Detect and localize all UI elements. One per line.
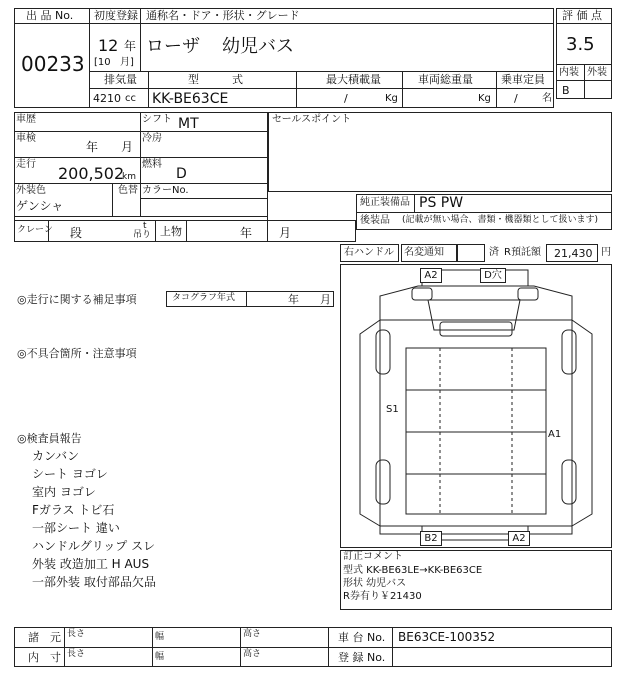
km-unit: km xyxy=(122,172,136,182)
inspector-item: 一部外装 取付部品欠品 xyxy=(32,575,156,589)
model-label: 型 式 xyxy=(188,73,243,86)
inspector-item: 室内 ヨゴレ xyxy=(32,485,96,499)
aftermarket-label: 後装品 xyxy=(360,215,390,226)
inspector-item: シート ヨゴレ xyxy=(32,467,108,481)
interior-length: 長さ xyxy=(67,649,86,659)
interior-grade: B xyxy=(562,84,570,97)
interior-dims-label: 内 寸 xyxy=(28,651,61,664)
bus-outline-diagram xyxy=(340,264,612,548)
first-reg-year: 12 xyxy=(98,36,119,55)
capacity-label: 乗車定員 xyxy=(501,73,545,86)
color-label: 外装色 xyxy=(16,185,46,196)
cc-unit: cc xyxy=(125,93,136,104)
correction-line: 型式 KK-BE63LE→KK-BE63CE xyxy=(343,565,483,576)
inspector-item: ハンドルグリップ スレ xyxy=(32,539,156,553)
model-value: KK-BE63CE xyxy=(152,91,229,107)
recycle-flag: 済 xyxy=(489,247,499,258)
color-no-label: カラーNo. xyxy=(142,185,189,196)
mark-bottom-b: B2 xyxy=(420,531,442,546)
mark-top-a: A2 xyxy=(420,268,442,283)
grade-label: 評 価 点 xyxy=(562,9,602,22)
dims-length: 長さ xyxy=(67,629,86,639)
lot-label: 出 品 No. xyxy=(26,9,74,22)
chassis-label: 車 台 No. xyxy=(338,631,386,644)
interior-width: 幅 xyxy=(155,652,165,662)
registration-label: 登 録 No. xyxy=(338,651,386,664)
crane-label: クレーン xyxy=(17,225,53,235)
lot-number: 00233 xyxy=(21,52,85,76)
mileage-value: 200,502 xyxy=(58,164,125,183)
crane-up-label: 上物 xyxy=(160,225,182,238)
crane-stage: 段 xyxy=(70,226,83,240)
inspection-label: 車検 xyxy=(16,133,36,144)
first-reg-month: [10 xyxy=(94,57,111,68)
first-reg-label: 初度登録 xyxy=(94,9,138,22)
name-change-value xyxy=(457,244,485,262)
equipment-label: 純正装備品 xyxy=(360,197,410,208)
exterior-label: 外装 xyxy=(587,67,607,78)
crane-row xyxy=(14,220,356,242)
max-load-value: / xyxy=(344,92,348,105)
driving-notes-label: ◎走行に関する補足事項 xyxy=(17,293,137,306)
shift-value: MT xyxy=(178,116,199,132)
tachograph-year: 年 xyxy=(288,293,299,306)
mark-bottom-a: A2 xyxy=(508,531,530,546)
correction-label: 訂正コメント xyxy=(343,551,403,562)
mark-right-a: A1 xyxy=(548,429,562,440)
displacement-value: 4210 xyxy=(93,92,121,105)
correction-line: 形状 幼児バス xyxy=(343,578,407,589)
color-value: ゲンシャ xyxy=(16,199,64,213)
aftermarket-note: (記載が無い場合、書類・機器類として扱います) xyxy=(402,215,599,225)
max-load-label: 最大積載量 xyxy=(326,73,381,86)
year-unit: 年 xyxy=(124,39,137,53)
inspector-item: 外装 改造加工 H AUS xyxy=(32,557,150,571)
interior-label: 内装 xyxy=(559,67,579,78)
mark-left-s: S1 xyxy=(386,404,399,415)
dims-label: 諸 元 xyxy=(28,631,61,644)
inspector-item: 一部シート 違い xyxy=(32,521,120,535)
crane-month: 月 xyxy=(279,226,292,240)
history-label: 車歴 xyxy=(16,114,36,125)
yen-unit: 円 xyxy=(601,247,611,258)
crane-year: 年 xyxy=(240,226,253,240)
correction-line: R券有り￥21430 xyxy=(343,591,422,602)
interior-height: 高さ xyxy=(243,649,262,659)
drive-side: 右ハンドル xyxy=(344,247,394,258)
displacement-label: 排気量 xyxy=(104,73,137,86)
tachograph-month: 月 xyxy=(320,293,331,306)
car-name: ローザ xyxy=(146,36,200,57)
crane-t: t xyxy=(143,221,147,231)
inspector-item: Fガラス トビ石 xyxy=(32,503,115,517)
defects-label: ◎不具合箇所・注意事項 xyxy=(17,347,137,360)
fuel-label: 燃料 xyxy=(142,159,162,170)
recycle-label: R預託額 xyxy=(504,247,541,258)
inspection-month: 月 xyxy=(121,140,134,154)
inspection-year: 年 xyxy=(86,140,99,154)
capacity-value: / xyxy=(514,92,518,105)
grade-value: 3.5 xyxy=(566,34,595,55)
month-unit: 月] xyxy=(120,57,134,68)
name-change-label: 名変通知 xyxy=(404,247,444,258)
gross-weight-label: 車両総重量 xyxy=(418,73,473,86)
tachograph-label: タコグラフ年式 xyxy=(172,293,236,303)
shift-label: シフト xyxy=(142,114,172,125)
dims-height: 高さ xyxy=(243,629,262,639)
fuel-value: D xyxy=(176,166,187,182)
inspector-label: ◎検査員報告 xyxy=(17,432,82,445)
recycle-amount: 21,430 xyxy=(554,247,593,260)
ac-label: 冷房 xyxy=(142,133,162,144)
gross-weight-unit: Kg xyxy=(478,93,491,104)
dims-width: 幅 xyxy=(155,632,165,642)
sales-points-label: セールスポイント xyxy=(272,114,352,125)
chassis-number: BE63CE-100352 xyxy=(398,630,496,644)
color-change-label: 色替 xyxy=(118,185,138,196)
name-label: 通称名・ドア・形状・グレード xyxy=(146,9,300,22)
crane-hang: 吊り xyxy=(133,230,152,240)
mark-top-d: D穴 xyxy=(480,268,506,283)
car-grade: 幼児バス xyxy=(222,36,294,57)
max-load-unit: Kg xyxy=(385,93,398,104)
capacity-unit: 名 xyxy=(542,93,552,104)
inspector-item: カンバン xyxy=(32,449,80,463)
mileage-label: 走行 xyxy=(16,159,36,170)
equipment-value: PS PW xyxy=(419,195,464,211)
